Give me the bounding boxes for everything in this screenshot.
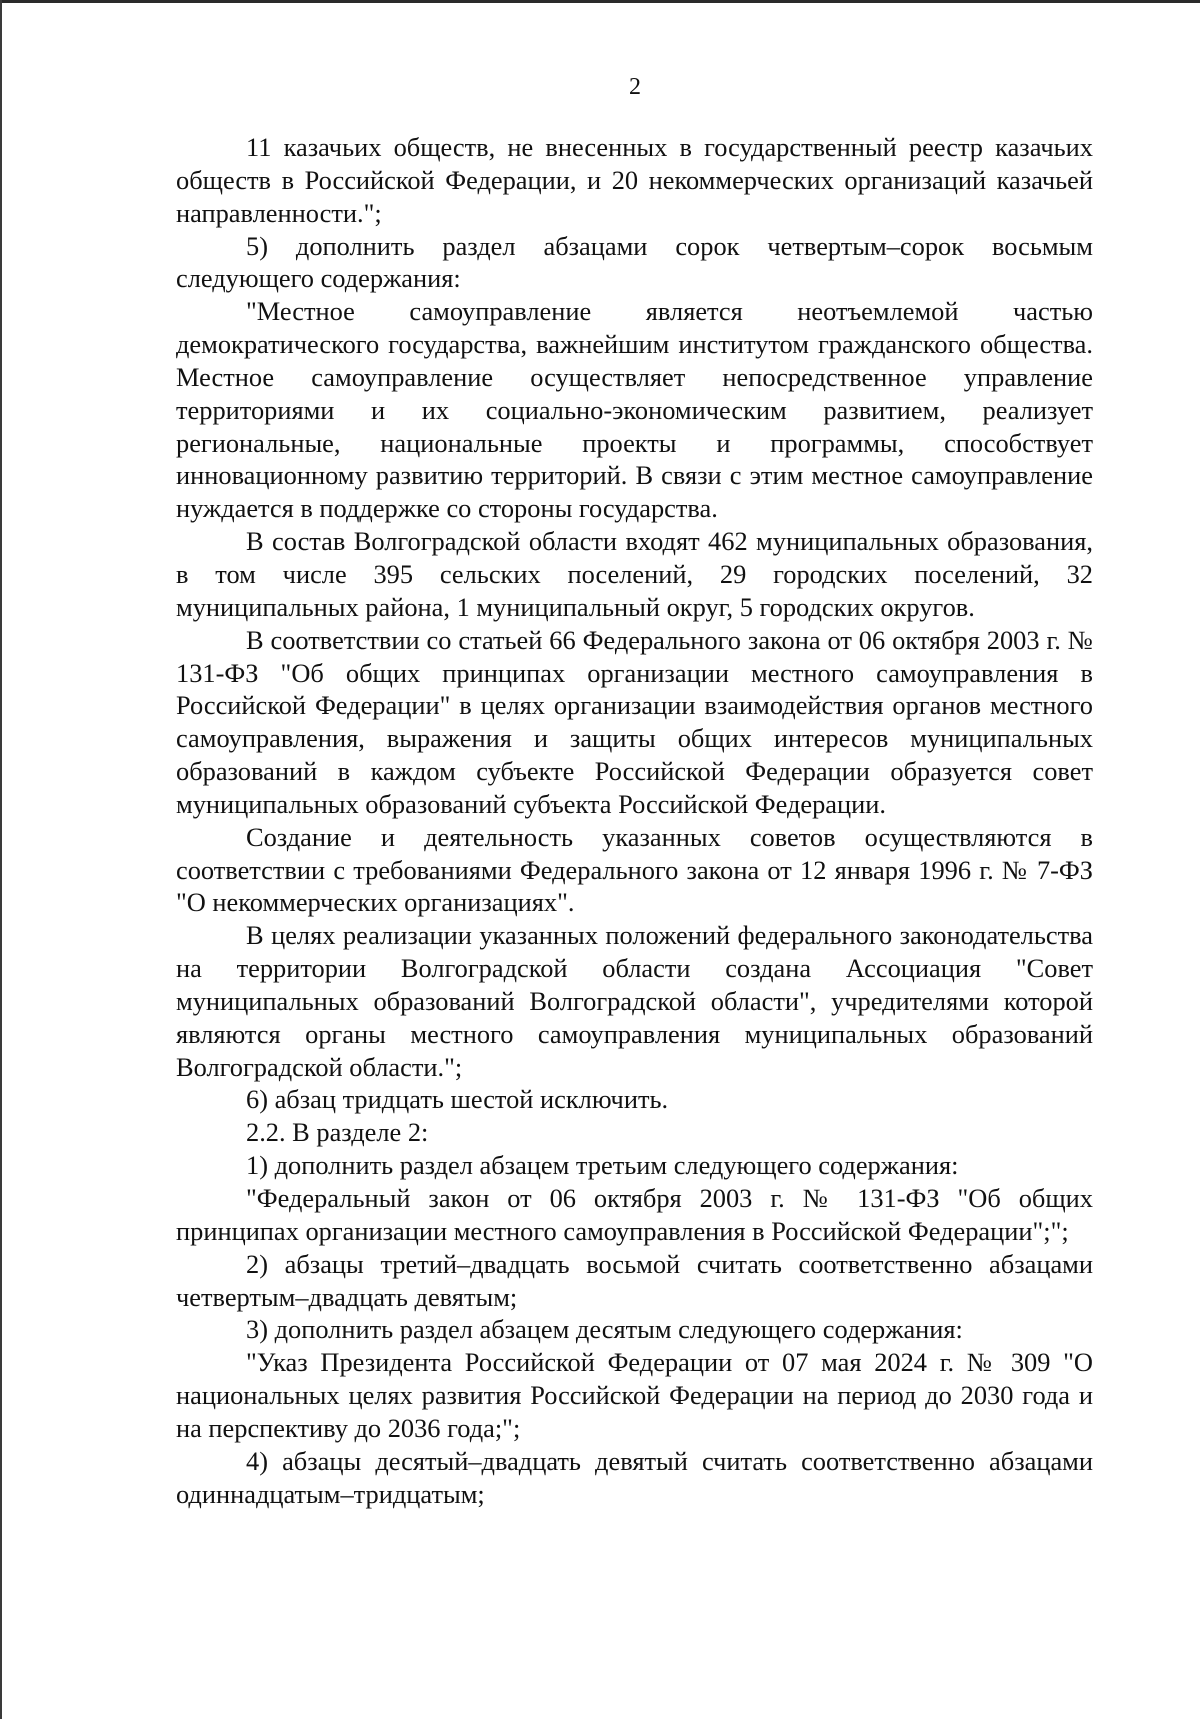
paragraph-5: В соответствии со статьей 66 Федерального закона от 06 октября 2003 г. № 131-ФЗ "Об общих принципах организации местного самоуправления в Российской Федерации" в целях организации взаимодействия органов местного самоуправления, выражения и защиты общих интересов муниципальных образований в каждом субъекте Российской Федерации образуется совет муниципальных образований субъекта Российской Федерации. [176, 624, 1093, 819]
paragraph-3: "Местное самоуправление является неотъемлемой частью демократического государства, важнейшим институтом гражданского общества. Местное самоуправление осуществляет непосредственное управление территориями и их социально-экономическим развитием, реализует региональные, национальные проекты и программы, способствует инновационному развитию территорий. В связи с этим местное самоуправление нуждается в поддержке со стороны государства. [176, 296, 1093, 524]
paragraph-7: В целях реализации указанных положений федерального законодательства на территории Волгоградской области создана Ассоциация "Совет муниципальных образований Волгоградской области", учредителями которой являются органы местного самоуправления муниципальных образований Волгоградской области."; [176, 920, 1093, 1082]
paragraph-15: 4) абзацы десятый–двадцать девятый считать соответственно абзацами одиннадцатым–тридцатым; [176, 1445, 1093, 1509]
paragraph-14: "Указ Президента Российской Федерации от 07 мая 2024 г. № 309 "О национальных целях развития Российской Федерации на период до 2030 года и на перспективу до 2036 года;"; [176, 1347, 1093, 1443]
paragraph-8: 6) абзац тридцать шестой исключить. [246, 1084, 669, 1115]
paragraph-10: 1) дополнить раздел абзацем третьим следующего содержания: [246, 1150, 959, 1181]
page-number: 2 [629, 74, 641, 100]
paragraph-6: Создание и деятельность указанных советов осуществляются в соответствии с требованиями Федерального закона от 12 января 1996 г. № 7-ФЗ "О некоммерческих организациях". [176, 821, 1093, 918]
paragraph-4: В состав Волгоградской области входят 462 муниципальных образования, в том числе 395 сельских поселений, 29 городских поселений, 32 муниципальных района, 1 муниципальный округ, 5 городских округов. [176, 526, 1093, 622]
paragraph-9: 2.2. В разделе 2: [246, 1117, 429, 1148]
paragraph-2: 5) дополнить раздел абзацами сорок четвертым–сорок восьмым следующего содержания: [176, 230, 1093, 294]
scan-left-edge [0, 0, 2, 1719]
paragraph-12: 2) абзацы третий–двадцать восьмой считать соответственно абзацами четвертым–двадцать девятым; [176, 1248, 1093, 1312]
scan-top-edge [0, 0, 1200, 3]
paragraph-13: 3) дополнить раздел абзацем десятым следующего содержания: [246, 1314, 963, 1345]
document-body [176, 131, 1093, 1510]
paragraph-11: "Федеральный закон от 06 октября 2003 г. № 131-ФЗ "Об общих принципах организации местного самоуправления в Российской Федерации";"; [176, 1183, 1093, 1246]
paragraph-1: 11 казачьих обществ, не внесенных в государственный реестр казачьих обществ в Российской Федерации, и 20 некоммерческих организаций казачьей направленности."; [176, 132, 1093, 228]
